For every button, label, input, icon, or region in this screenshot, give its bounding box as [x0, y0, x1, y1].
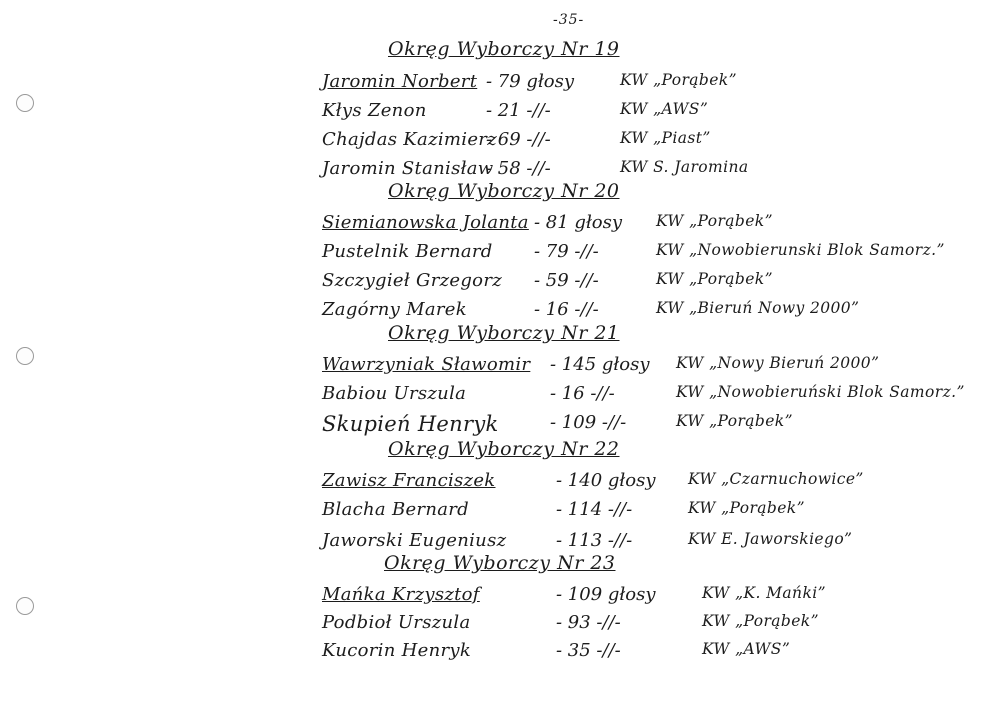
candidate-name: Kłys Zenon: [322, 100, 427, 121]
committee-name: KW „Porąbek”: [702, 612, 819, 630]
committee-name: KW „AWS”: [620, 100, 709, 118]
vote-count: - 16 -//-: [534, 299, 599, 320]
committee-name: KW „Nowobieruński Blok Samorz.”: [676, 383, 965, 401]
candidate-name: Zawisz Franciszek: [322, 470, 496, 491]
candidate-name: Jaromin Stanisław: [322, 158, 494, 179]
committee-name: KW „Bieruń Nowy 2000”: [656, 299, 860, 317]
vote-count: - 114 -//-: [556, 499, 633, 520]
punch-hole: [16, 597, 34, 615]
committee-name: KW „Porąbek”: [620, 71, 737, 89]
committee-name: KW „Nowy Bieruń 2000”: [676, 354, 880, 372]
committee-name: KW „Porąbek”: [656, 270, 773, 288]
vote-count: - 109 głosy: [556, 584, 656, 605]
candidate-name: Jaworski Eugeniusz: [322, 530, 507, 551]
candidate-name: Podbioł Urszula: [322, 612, 471, 633]
vote-count: - 109 -//-: [550, 412, 627, 433]
vote-count: - 113 -//-: [556, 530, 633, 551]
candidate-name: Szczygieł Grzegorz: [322, 270, 503, 291]
committee-name: KW „Czarnuchowice”: [688, 470, 864, 488]
vote-count: - 35 -//-: [556, 640, 621, 661]
candidate-name: Mańka Krzysztof: [322, 584, 480, 605]
vote-count: - 58 -//-: [486, 158, 551, 179]
vote-count: - 69 -//-: [486, 129, 551, 150]
district-title: Okręg Wyborczy Nr 19: [388, 38, 620, 60]
vote-count: - 140 głosy: [556, 470, 656, 491]
candidate-name: Zagórny Marek: [322, 299, 467, 320]
district-title: Okręg Wyborczy Nr 22: [388, 438, 620, 460]
candidate-name: Skupień Henryk: [322, 412, 499, 436]
committee-name: KW „Porąbek”: [656, 212, 773, 230]
candidate-name: Chajdas Kazimierz: [322, 129, 497, 150]
vote-count: - 93 -//-: [556, 612, 621, 633]
committee-name: KW „Porąbek”: [676, 412, 793, 430]
district-title: Okręg Wyborczy Nr 20: [388, 180, 620, 202]
vote-count: - 81 głosy: [534, 212, 623, 233]
committee-name: KW S. Jaromina: [620, 158, 749, 176]
vote-count: - 79 -//-: [534, 241, 599, 262]
committee-name: KW „AWS”: [702, 640, 791, 658]
candidate-name: Wawrzyniak Sławomir: [322, 354, 531, 375]
district-title: Okręg Wyborczy Nr 23: [384, 552, 616, 574]
committee-name: KW „Porąbek”: [688, 499, 805, 517]
vote-count: - 79 głosy: [486, 71, 575, 92]
punch-hole: [16, 347, 34, 365]
punch-hole: [16, 94, 34, 112]
vote-count: - 21 -//-: [486, 100, 551, 121]
candidate-name: Siemianowska Jolanta: [322, 212, 529, 233]
vote-count: - 16 -//-: [550, 383, 615, 404]
candidate-name: Kucorin Henryk: [322, 640, 472, 661]
committee-name: KW „Nowobierunski Blok Samorz.”: [656, 241, 945, 259]
committee-name: KW E. Jaworskiego”: [688, 530, 853, 548]
candidate-name: Blacha Bernard: [322, 499, 469, 520]
vote-count: - 145 głosy: [550, 354, 650, 375]
committee-name: KW „Piast”: [620, 129, 711, 147]
candidate-name: Babiou Urszula: [322, 383, 467, 404]
district-title: Okręg Wyborczy Nr 21: [388, 322, 620, 344]
vote-count: - 59 -//-: [534, 270, 599, 291]
candidate-name: Pustelnik Bernard: [322, 241, 493, 262]
committee-name: KW „K. Mańki”: [702, 584, 826, 602]
page-number: -35-: [553, 12, 585, 28]
candidate-name: Jaromin Norbert: [322, 71, 478, 92]
